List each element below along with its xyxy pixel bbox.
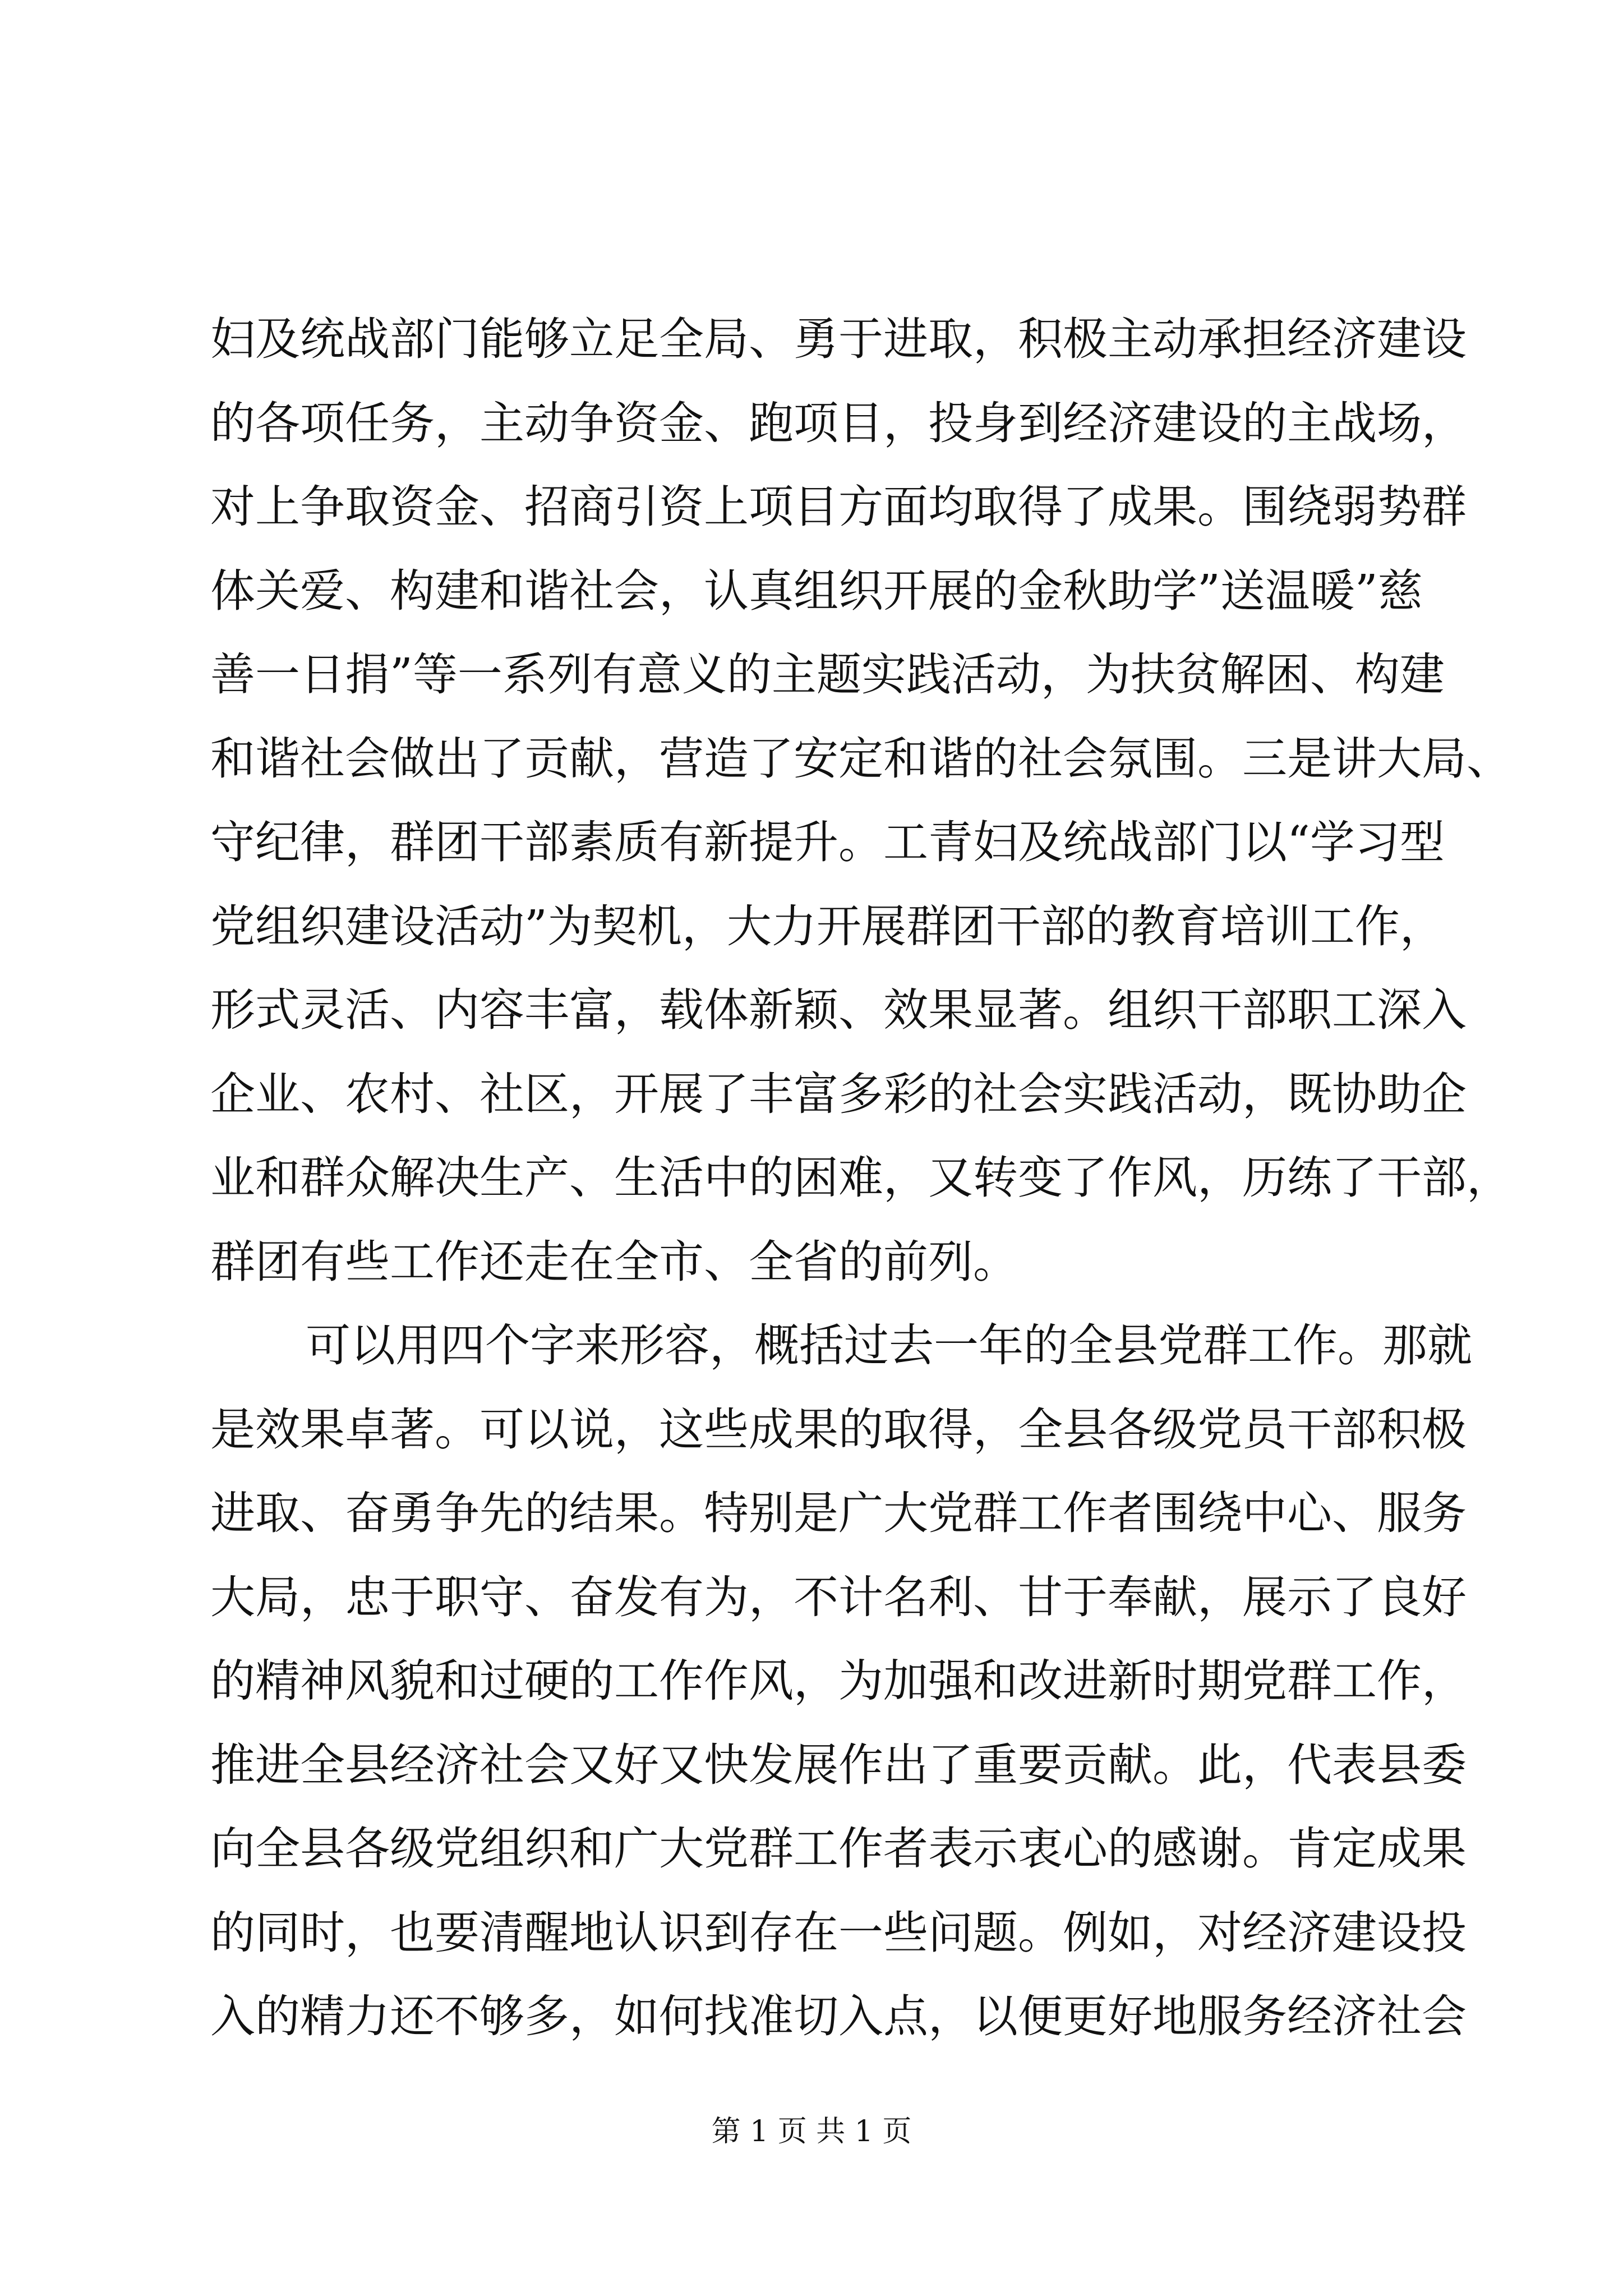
text-line: 和谐社会做出了贡献，营造了安定和谐的社会氛围。三是讲大局、 xyxy=(210,732,1511,785)
text-line: 的同时，也要清醒地认识到存在一些问题。例如，对经济建设投 xyxy=(210,1906,1467,1959)
text-line: 进取、奋勇争先的结果。特别是广大党群工作者围绕中心、服务 xyxy=(210,1487,1467,1539)
text-line: 群团有些工作还走在全市、全省的前列。 xyxy=(210,1235,1018,1288)
text-line: 善一日捐”等一系列有意义的主题实践活动，为扶贫解困、构建 xyxy=(210,648,1445,701)
text-line: 是效果卓著。可以说，这些成果的取得，全县各级党员干部积极 xyxy=(210,1403,1467,1456)
text-line: 入的精力还不够多，如何找准切入点，以便更好地服务经济社会 xyxy=(210,1990,1467,2042)
body-text xyxy=(210,297,1511,2059)
text-line: 体关爱、构建和谐社会，认真组织开展的金秋助学”送温暖”慈 xyxy=(210,564,1423,617)
text-line: 党组织建设活动”为契机，大力开展群团干部的教育培训工作， xyxy=(210,900,1445,953)
text-line: 的各项任务，主动争资金、跑项目，投身到经济建设的主战场， xyxy=(210,397,1467,449)
text-line: 可以用四个字来形容，概括过去一年的全县党群工作。那就 xyxy=(306,1319,1472,1372)
text-line: 业和群众解决生产、生活中的困难，又转变了作风，历练了干部， xyxy=(210,1152,1511,1204)
text-line: 形式灵活、内容丰富，载体新颖、效果显著。组织干部职工深入 xyxy=(210,984,1467,1036)
text-line: 对上争取资金、招商引资上项目方面均取得了成果。围绕弱势群 xyxy=(210,481,1467,533)
text-line: 向全县各级党组织和广大党群工作者表示衷心的感谢。肯定成果 xyxy=(210,1823,1467,1875)
page-number-footer: 第 1 页 共 1 页 xyxy=(711,2115,912,2148)
text-line: 推进全县经济社会又好又快发展作出了重要贡献。此，代表县委 xyxy=(210,1738,1467,1791)
text-line: 企业、农村、社区，开展了丰富多彩的社会实践活动，既协助企 xyxy=(210,1068,1467,1120)
paragraph xyxy=(210,297,1511,1304)
text-line: 大局，忠于职守、奋发有为，不计名利、甘于奉献，展示了良好 xyxy=(210,1571,1467,1623)
text-line: 的精神风貌和过硬的工作作风，为加强和改进新时期党群工作， xyxy=(210,1655,1467,1707)
text-line: 守纪律，群团干部素质有新提升。工青妇及统战部门以“学习型 xyxy=(210,816,1445,868)
text-line: 妇及统战部门能够立足全局、勇于进取，积极主动承担经济建设 xyxy=(210,313,1467,365)
paragraph xyxy=(210,1304,1472,2059)
